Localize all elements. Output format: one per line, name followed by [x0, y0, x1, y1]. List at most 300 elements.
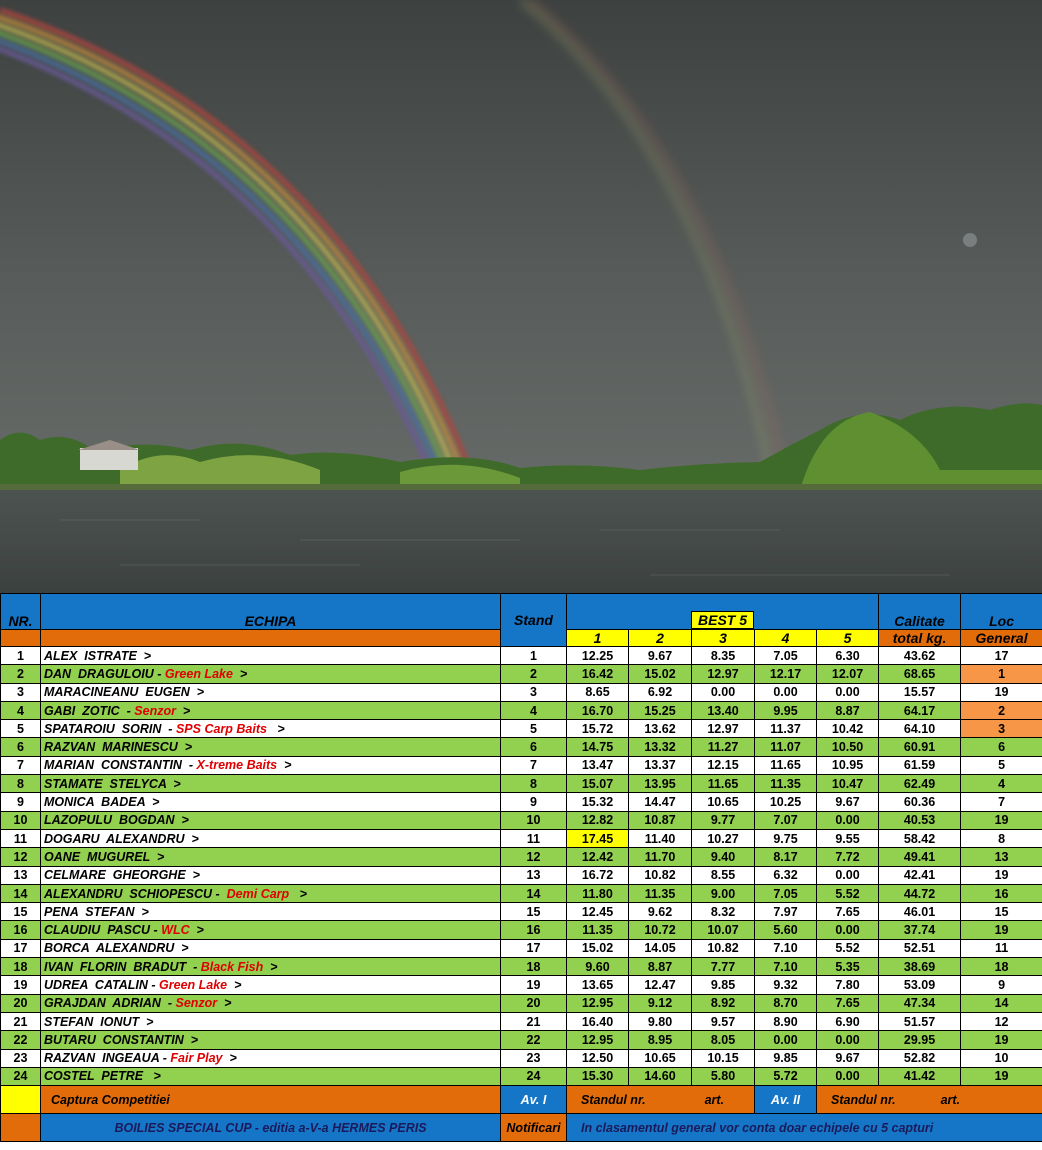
team-sponsor: WLC	[161, 923, 190, 938]
catch-weight-2: 13.32	[629, 738, 692, 756]
total-weight: 47.34	[879, 994, 961, 1012]
catch-weight-4: 7.07	[755, 811, 817, 829]
catch-weight-1: 16.42	[567, 665, 629, 683]
catch-weight-1: 8.65	[567, 683, 629, 701]
catch-weight-4: 8.70	[755, 994, 817, 1012]
catch-weight-4: 8.17	[755, 848, 817, 866]
total-weight: 46.01	[879, 903, 961, 921]
team-sponsor: X-treme Baits	[196, 758, 278, 773]
row-number: 5	[1, 720, 41, 738]
row-number: 23	[1, 1049, 41, 1067]
team-name: CELMARE GHEORGHE >	[44, 868, 200, 883]
team-name-cell	[41, 701, 501, 719]
team-name-cell	[41, 756, 501, 774]
total-weight: 42.41	[879, 866, 961, 884]
table-row	[1, 848, 1042, 866]
catch-weight-1: 16.40	[567, 1012, 629, 1030]
table-row	[1, 1012, 1042, 1030]
team-sponsor: Green Lake	[159, 977, 228, 992]
catch-weight-1: 12.42	[567, 848, 629, 866]
team-name: STAMATE STELYCA >	[44, 776, 181, 791]
catch-weight-1: 12.82	[567, 811, 629, 829]
catch-weight-1: 12.25	[567, 647, 629, 665]
stand-number: 4	[501, 701, 567, 719]
team-suffix: >	[222, 1051, 237, 1066]
team-name: GRAJDAN ADRIAN -	[44, 996, 176, 1011]
row-number: 12	[1, 848, 41, 866]
catch-weight-1: 12.50	[567, 1049, 629, 1067]
total-weight: 58.42	[879, 829, 961, 847]
row-number: 15	[1, 903, 41, 921]
team-sponsor: Green Lake	[164, 666, 233, 681]
stand-number: 22	[501, 1031, 567, 1049]
stand-number: 23	[501, 1049, 567, 1067]
table-row	[1, 1067, 1042, 1085]
catch-weight-4: 7.10	[755, 939, 817, 957]
catch-weight-3: 8.92	[692, 994, 755, 1012]
catch-weight-5: 7.72	[817, 848, 879, 866]
team-suffix: >	[277, 758, 292, 773]
general-place: 9	[961, 976, 1042, 994]
team-name-cell	[41, 976, 501, 994]
catch-weight-2: 9.80	[629, 1012, 692, 1030]
general-place: 16	[961, 884, 1042, 902]
stand-number: 24	[501, 1067, 567, 1085]
team-name-cell	[41, 866, 501, 884]
catch-weight-4: 11.35	[755, 775, 817, 793]
catch-weight-4: 9.95	[755, 701, 817, 719]
catch-weight-3: 9.40	[692, 848, 755, 866]
team-sponsor: Senzor	[175, 996, 218, 1011]
catch-weight-2: 15.02	[629, 665, 692, 683]
stand-number: 16	[501, 921, 567, 939]
table-row	[1, 939, 1042, 957]
catch-weight-5: 10.50	[817, 738, 879, 756]
general-place: 1	[961, 665, 1042, 683]
team-name: RAZVAN MARINESCU >	[44, 740, 193, 755]
stand-number: 11	[501, 829, 567, 847]
catch-weight-5: 6.90	[817, 1012, 879, 1030]
footer-art2-label: art.	[940, 1092, 961, 1107]
col-header-place-1: Loc	[961, 594, 1042, 630]
table-row	[1, 958, 1042, 976]
table-row	[1, 994, 1042, 1012]
catch-weight-3: 10.07	[692, 921, 755, 939]
stand-number: 17	[501, 939, 567, 957]
general-place: 19	[961, 1031, 1042, 1049]
team-name: BORCA ALEXANDRU >	[44, 941, 189, 956]
team-suffix: >	[232, 666, 248, 681]
footer-stand-art-1	[567, 1086, 755, 1114]
team-suffix: >	[289, 886, 307, 901]
team-name: SPATAROIU SORIN -	[44, 721, 176, 736]
catch-weight-3: 10.27	[692, 829, 755, 847]
table-row	[1, 665, 1042, 683]
team-name: CLAUDIU PASCU -	[44, 923, 162, 938]
table-row	[1, 793, 1042, 811]
team-name-cell	[41, 1031, 501, 1049]
total-weight: 60.36	[879, 793, 961, 811]
total-weight: 52.82	[879, 1049, 961, 1067]
catch-weight-5: 10.47	[817, 775, 879, 793]
footer-capture-label: Captura Competitiei	[41, 1086, 501, 1114]
team-rows	[1, 647, 1042, 1086]
team-suffix: >	[263, 959, 278, 974]
results-sheet	[0, 593, 1042, 1150]
row-number: 6	[1, 738, 41, 756]
catch-weight-2: 8.95	[629, 1031, 692, 1049]
footer-av1: Av. I	[501, 1086, 567, 1114]
team-name-cell	[41, 848, 501, 866]
catch-weight-1: 15.07	[567, 775, 629, 793]
catch-weight-2: 9.62	[629, 903, 692, 921]
catch-weight-5: 10.95	[817, 756, 879, 774]
catch-weight-4: 11.65	[755, 756, 817, 774]
catch-weight-3: 7.77	[692, 958, 755, 976]
stand-number: 13	[501, 866, 567, 884]
col-header-catch-3: 3	[692, 630, 755, 647]
row-number: 2	[1, 665, 41, 683]
table-footer	[1, 1086, 1042, 1142]
general-place: 7	[961, 793, 1042, 811]
general-place: 19	[961, 811, 1042, 829]
total-weight: 41.42	[879, 1067, 961, 1085]
catch-weight-2: 10.82	[629, 866, 692, 884]
general-place: 19	[961, 921, 1042, 939]
catch-weight-4: 9.75	[755, 829, 817, 847]
catch-weight-5: 0.00	[817, 1067, 879, 1085]
footer-notices-swatch	[1, 1114, 41, 1142]
footer-row-capture	[1, 1086, 1042, 1114]
table-row	[1, 829, 1042, 847]
stand-number: 5	[501, 720, 567, 738]
col-header-best	[567, 594, 879, 630]
team-name-cell	[41, 958, 501, 976]
team-name: BUTARU CONSTANTIN >	[44, 1032, 199, 1047]
footer-row-notices	[1, 1114, 1042, 1142]
header-row-top	[1, 594, 1042, 630]
row-number: 19	[1, 976, 41, 994]
catch-weight-4: 7.10	[755, 958, 817, 976]
total-weight: 62.49	[879, 775, 961, 793]
footer-stand-nr2-label: Standul nr.	[831, 1092, 896, 1107]
footer-notices-label: Notificari	[501, 1114, 567, 1142]
general-place: 4	[961, 775, 1042, 793]
team-name-cell	[41, 1049, 501, 1067]
stand-number: 9	[501, 793, 567, 811]
table-row	[1, 884, 1042, 902]
team-name: MARIAN CONSTANTIN -	[44, 758, 197, 773]
footer-av2: Av. II	[755, 1086, 817, 1114]
catch-weight-4: 9.85	[755, 1049, 817, 1067]
stand-number: 21	[501, 1012, 567, 1030]
catch-weight-5: 0.00	[817, 683, 879, 701]
table-row	[1, 921, 1042, 939]
team-name-cell	[41, 683, 501, 701]
catch-weight-2: 8.87	[629, 958, 692, 976]
catch-weight-3: 12.97	[692, 665, 755, 683]
catch-weight-3: 5.80	[692, 1067, 755, 1085]
col-header-catch-4: 4	[755, 630, 817, 647]
catch-weight-5: 9.67	[817, 793, 879, 811]
catch-weight-3: 8.55	[692, 866, 755, 884]
total-weight: 60.91	[879, 738, 961, 756]
table-row	[1, 683, 1042, 701]
row-number: 21	[1, 1012, 41, 1030]
catch-weight-3: 8.32	[692, 903, 755, 921]
catch-weight-1: 16.72	[567, 866, 629, 884]
row-number: 17	[1, 939, 41, 957]
footer-cup-title: BOILIES SPECIAL CUP - editia a-V-a HERMES PERIS	[41, 1114, 501, 1142]
catch-weight-4: 7.05	[755, 647, 817, 665]
table-row	[1, 976, 1042, 994]
catch-weight-5: 9.55	[817, 829, 879, 847]
row-number: 1	[1, 647, 41, 665]
catch-weight-5: 5.52	[817, 939, 879, 957]
catch-weight-5: 0.00	[817, 921, 879, 939]
row-number: 16	[1, 921, 41, 939]
row-number: 18	[1, 958, 41, 976]
catch-weight-3: 10.65	[692, 793, 755, 811]
team-sponsor: Black Fish	[200, 959, 264, 974]
total-weight: 15.57	[879, 683, 961, 701]
catch-weight-3: 9.57	[692, 1012, 755, 1030]
catch-weight-3: 11.27	[692, 738, 755, 756]
col-header-place-2: General	[961, 630, 1042, 647]
total-weight: 53.09	[879, 976, 961, 994]
catch-weight-2: 11.40	[629, 829, 692, 847]
total-weight: 64.17	[879, 701, 961, 719]
team-name-cell	[41, 811, 501, 829]
general-place: 15	[961, 903, 1042, 921]
team-name-cell	[41, 793, 501, 811]
total-weight: 43.62	[879, 647, 961, 665]
stand-number: 2	[501, 665, 567, 683]
team-name-cell	[41, 738, 501, 756]
col-header-team-bottom	[41, 630, 501, 647]
catch-weight-3: 13.40	[692, 701, 755, 719]
team-name-cell	[41, 720, 501, 738]
row-number: 14	[1, 884, 41, 902]
catch-weight-2: 14.47	[629, 793, 692, 811]
catch-weight-2: 9.67	[629, 647, 692, 665]
catch-weight-4: 11.37	[755, 720, 817, 738]
team-name: STEFAN IONUT >	[44, 1014, 154, 1029]
row-number: 7	[1, 756, 41, 774]
team-name-cell	[41, 647, 501, 665]
catch-weight-2: 9.12	[629, 994, 692, 1012]
footer-art-label: art.	[704, 1092, 725, 1107]
team-name: GABI ZOTIC -	[44, 703, 135, 718]
stand-number: 15	[501, 903, 567, 921]
catch-weight-3: 10.15	[692, 1049, 755, 1067]
general-place: 19	[961, 866, 1042, 884]
table-row	[1, 1031, 1042, 1049]
catch-weight-3: 9.00	[692, 884, 755, 902]
catch-weight-3: 8.05	[692, 1031, 755, 1049]
stand-number: 20	[501, 994, 567, 1012]
results-table-body	[1, 594, 1042, 647]
total-weight: 38.69	[879, 958, 961, 976]
general-place: 19	[961, 1067, 1042, 1085]
team-name-cell	[41, 884, 501, 902]
catch-weight-3: 9.85	[692, 976, 755, 994]
catch-weight-2: 10.87	[629, 811, 692, 829]
catch-weight-4: 11.07	[755, 738, 817, 756]
catch-weight-3: 11.65	[692, 775, 755, 793]
catch-weight-5: 6.30	[817, 647, 879, 665]
catch-weight-5: 10.42	[817, 720, 879, 738]
team-name: MARACINEANU EUGEN >	[44, 685, 205, 700]
catch-weight-1: 12.95	[567, 1031, 629, 1049]
row-number: 11	[1, 829, 41, 847]
catch-weight-4: 10.25	[755, 793, 817, 811]
catch-weight-4: 6.32	[755, 866, 817, 884]
total-weight: 29.95	[879, 1031, 961, 1049]
general-place: 18	[961, 958, 1042, 976]
catch-weight-2: 14.60	[629, 1067, 692, 1085]
stand-number: 10	[501, 811, 567, 829]
catch-weight-2: 13.95	[629, 775, 692, 793]
catch-weight-1: 13.65	[567, 976, 629, 994]
general-place: 8	[961, 829, 1042, 847]
general-place: 14	[961, 994, 1042, 1012]
col-header-stand: Stand	[501, 594, 567, 647]
col-header-catch-1: 1	[567, 630, 629, 647]
team-name-cell	[41, 665, 501, 683]
catch-weight-5: 9.67	[817, 1049, 879, 1067]
stand-number: 12	[501, 848, 567, 866]
col-header-quality-1: Calitate	[879, 594, 961, 630]
catch-weight-1: 15.72	[567, 720, 629, 738]
catch-weight-5: 5.52	[817, 884, 879, 902]
catch-weight-2: 10.65	[629, 1049, 692, 1067]
col-header-team: ECHIPA	[41, 594, 501, 630]
team-suffix: >	[227, 977, 242, 992]
team-suffix: >	[175, 703, 191, 718]
results-table	[0, 593, 1042, 1142]
row-number: 24	[1, 1067, 41, 1085]
team-name: ALEXANDRU SCHIOPESCU -	[44, 886, 227, 901]
total-weight: 51.57	[879, 1012, 961, 1030]
stand-number: 8	[501, 775, 567, 793]
catch-weight-4: 7.97	[755, 903, 817, 921]
catch-weight-5: 7.80	[817, 976, 879, 994]
team-name-cell	[41, 1012, 501, 1030]
table-row	[1, 811, 1042, 829]
table-row	[1, 1049, 1042, 1067]
catch-weight-4: 0.00	[755, 683, 817, 701]
catch-weight-1: 15.02	[567, 939, 629, 957]
table-row	[1, 775, 1042, 793]
team-name-cell	[41, 775, 501, 793]
best-5-label: BEST 5	[691, 611, 754, 629]
catch-weight-2: 11.35	[629, 884, 692, 902]
general-place: 3	[961, 720, 1042, 738]
catch-weight-2: 10.72	[629, 921, 692, 939]
stand-number: 14	[501, 884, 567, 902]
general-place: 13	[961, 848, 1042, 866]
catch-weight-2: 14.05	[629, 939, 692, 957]
catch-weight-2: 12.47	[629, 976, 692, 994]
catch-weight-4: 0.00	[755, 1031, 817, 1049]
general-place: 11	[961, 939, 1042, 957]
footer-capture-swatch	[1, 1086, 41, 1114]
row-number: 10	[1, 811, 41, 829]
catch-weight-5: 12.07	[817, 665, 879, 683]
catch-weight-4: 7.05	[755, 884, 817, 902]
team-name-cell	[41, 921, 501, 939]
team-name: COSTEL PETRE >	[44, 1069, 161, 1084]
footer-notice-text: In clasamentul general vor conta doar echipele cu 5 capturi	[567, 1114, 1042, 1142]
team-name-cell	[41, 994, 501, 1012]
general-place: 2	[961, 701, 1042, 719]
total-weight: 37.74	[879, 921, 961, 939]
catch-weight-5: 7.65	[817, 903, 879, 921]
team-name: ALEX ISTRATE >	[44, 648, 152, 663]
stand-number: 7	[501, 756, 567, 774]
general-place: 12	[961, 1012, 1042, 1030]
catch-weight-1: 12.95	[567, 994, 629, 1012]
team-sponsor: Senzor	[134, 703, 176, 718]
team-name: LAZOPULU BOGDAN >	[44, 813, 189, 828]
catch-weight-3: 8.35	[692, 647, 755, 665]
row-number: 20	[1, 994, 41, 1012]
table-row	[1, 701, 1042, 719]
total-weight: 52.51	[879, 939, 961, 957]
total-weight: 68.65	[879, 665, 961, 683]
team-name: DAN DRAGULOIU -	[44, 666, 165, 681]
stand-number: 3	[501, 683, 567, 701]
catch-weight-1: 15.32	[567, 793, 629, 811]
team-name: MONICA BADEA >	[44, 795, 160, 810]
col-header-nr-bottom	[1, 630, 41, 647]
row-number: 3	[1, 683, 41, 701]
row-number: 8	[1, 775, 41, 793]
col-header-catch-2: 2	[629, 630, 692, 647]
table-row	[1, 738, 1042, 756]
catch-weight-5: 8.87	[817, 701, 879, 719]
catch-weight-5: 7.65	[817, 994, 879, 1012]
team-suffix: >	[266, 721, 285, 736]
team-name: RAZVAN INGEAUA -	[44, 1051, 171, 1066]
catch-weight-1: 9.60	[567, 958, 629, 976]
table-row	[1, 866, 1042, 884]
general-place: 10	[961, 1049, 1042, 1067]
general-place: 6	[961, 738, 1042, 756]
catch-weight-3: 12.97	[692, 720, 755, 738]
table-row	[1, 903, 1042, 921]
team-name: OANE MUGUREL >	[44, 849, 165, 864]
stand-number: 1	[501, 647, 567, 665]
team-name: UDREA CATALIN -	[44, 977, 160, 992]
total-weight: 44.72	[879, 884, 961, 902]
catch-weight-1: 17.45	[567, 829, 629, 847]
catch-weight-1: 11.80	[567, 884, 629, 902]
team-name-cell	[41, 829, 501, 847]
catch-weight-4: 5.60	[755, 921, 817, 939]
row-number: 9	[1, 793, 41, 811]
team-name: DOGARU ALEXANDRU >	[44, 831, 199, 846]
stand-number: 19	[501, 976, 567, 994]
col-header-nr: NR.	[1, 594, 41, 630]
catch-weight-4: 5.72	[755, 1067, 817, 1085]
col-header-catch-5: 5	[817, 630, 879, 647]
catch-weight-3: 0.00	[692, 683, 755, 701]
catch-weight-5: 5.35	[817, 958, 879, 976]
table-row	[1, 756, 1042, 774]
catch-weight-1: 11.35	[567, 921, 629, 939]
